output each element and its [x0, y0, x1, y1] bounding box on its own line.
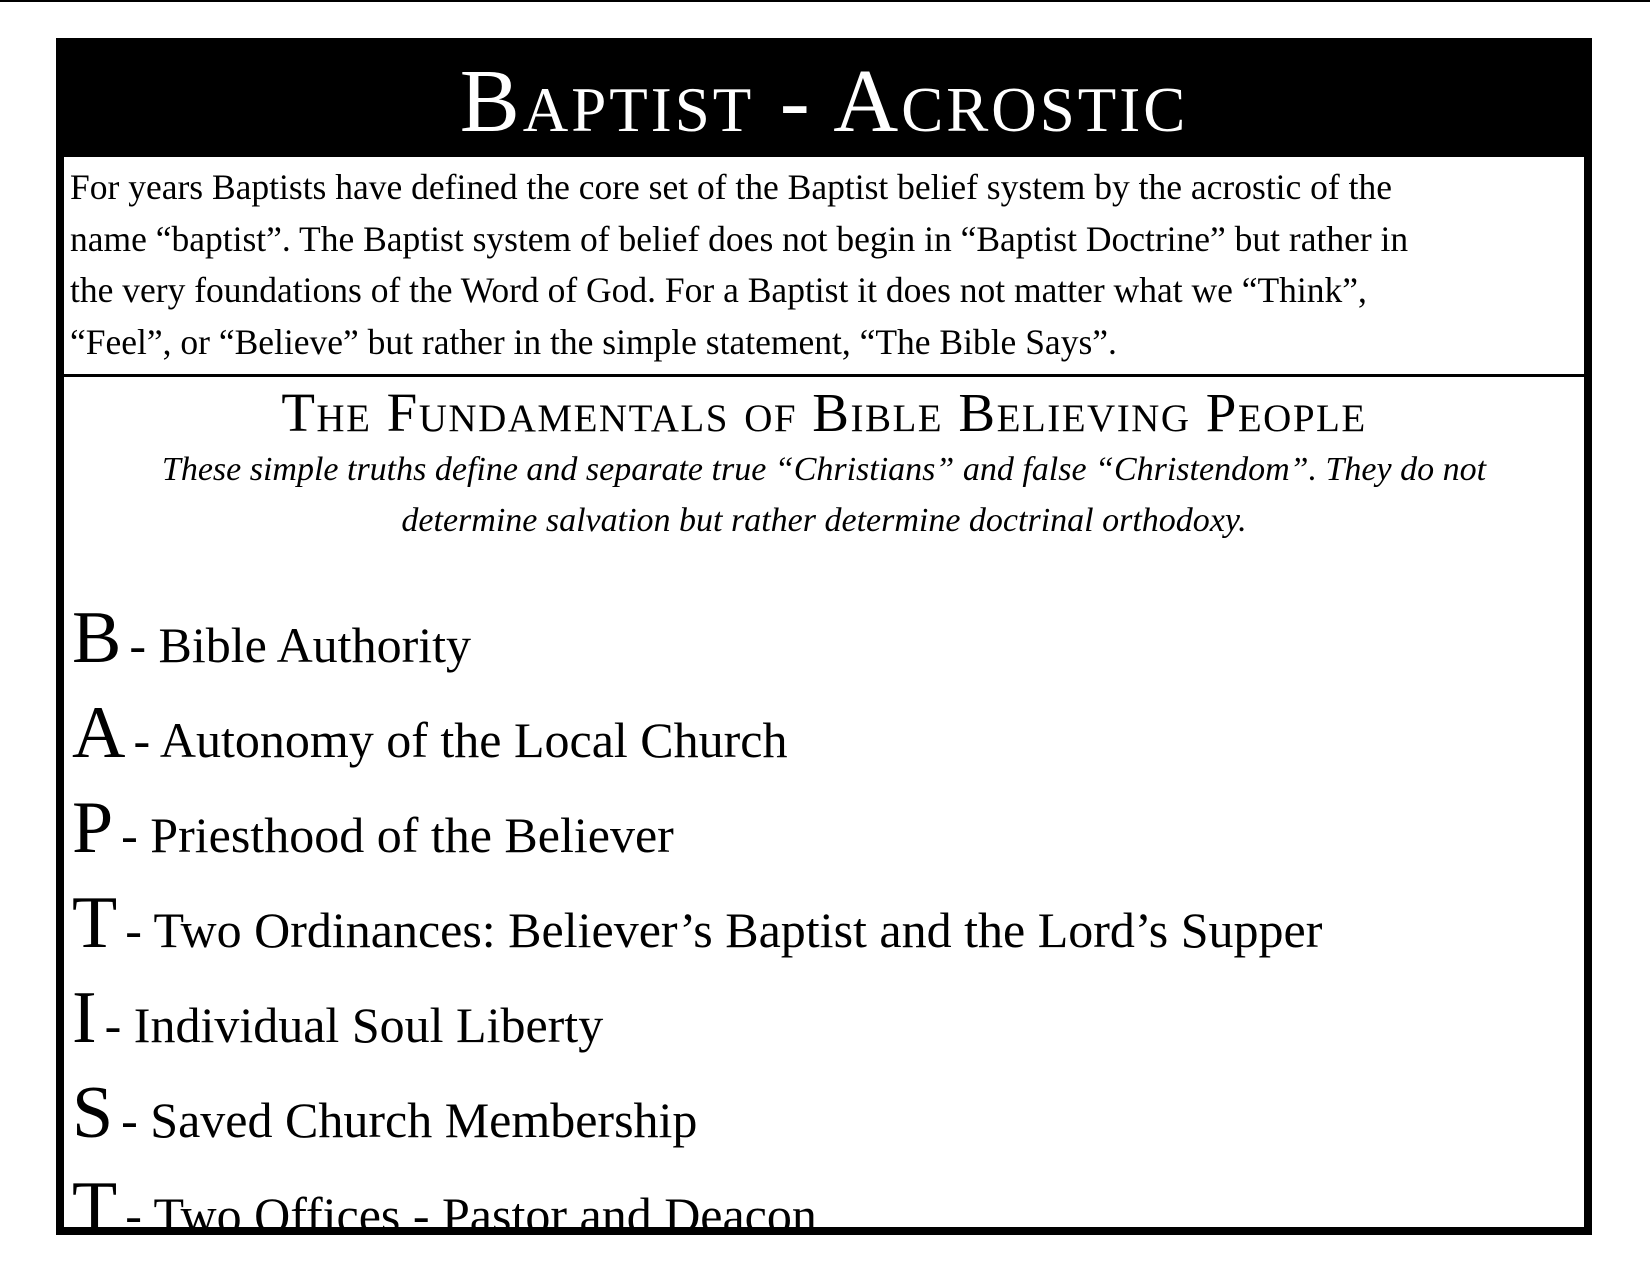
page-title: Baptist - Acrostic — [64, 46, 1584, 157]
section-divider — [58, 374, 1584, 377]
intro-line: For years Baptists have defined the core set of the Baptist belief system by the acrostic of the — [70, 167, 1392, 207]
acrostic-letter: A — [72, 692, 126, 774]
acrostic-item — [72, 1161, 1572, 1256]
acrostic-letter: I — [72, 977, 97, 1059]
acrostic-item — [72, 876, 1572, 971]
section-note-line: determine salvation but rather determine doctrinal orthodoxy. — [401, 502, 1247, 539]
acrostic-letter: T — [72, 1167, 118, 1249]
acrostic-text: - Bible Authority — [129, 617, 472, 673]
acrostic-text: - Saved Church Membership — [121, 1092, 698, 1148]
top-rule — [0, 0, 1650, 2]
acrostic-item — [72, 1066, 1572, 1161]
section-title: The Fundamentals of Bible Believing People — [281, 382, 1367, 443]
acrostic-item — [72, 686, 1572, 781]
intro-line: “Feel”, or “Believe” but rather in the simple statement, “The Bible Says”. — [70, 321, 1117, 362]
acrostic-letter: B — [72, 597, 122, 679]
intro-paragraph — [70, 162, 1580, 368]
section-note — [64, 444, 1584, 546]
acrostic-text: - Individual Soul Liberty — [104, 997, 604, 1053]
acrostic-item — [72, 971, 1572, 1066]
acrostic-text: - Autonomy of the Local Church — [133, 712, 788, 768]
acrostic-card — [56, 38, 1592, 1249]
section-note-line: These simple truths define and separate true “Christians” and false “Christendom”. They do not — [161, 451, 1487, 488]
acrostic-item — [72, 591, 1572, 686]
intro-line: name “baptist”. The Baptist system of belief does not begin in “Baptist Doctrine” but rather in — [70, 218, 1409, 259]
acrostic-text: - Two Ordinances: Believer’s Baptist and the Lord’s Supper — [125, 902, 1323, 958]
intro-line: the very foundations of the Word of God. For a Baptist it does not matter what we “Think”, — [70, 270, 1367, 310]
acrostic-list — [72, 591, 1572, 1256]
acrostic-text: - Priesthood of the Believer — [121, 807, 674, 863]
acrostic-letter: T — [72, 882, 118, 964]
acrostic-letter: S — [72, 1072, 114, 1154]
acrostic-letter: P — [72, 787, 114, 869]
acrostic-text: - Two Offices - Pastor and Deacon — [125, 1187, 817, 1243]
acrostic-item — [72, 781, 1572, 876]
